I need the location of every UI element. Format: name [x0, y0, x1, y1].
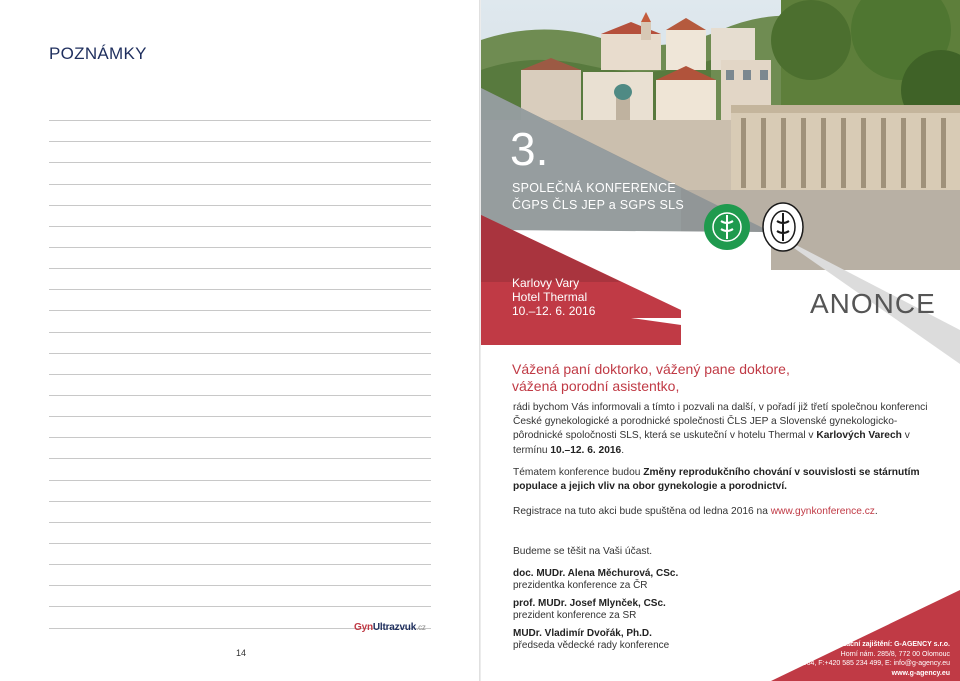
footer-line2: Horní nám. 285/8, 772 00 Olomouc — [840, 650, 950, 658]
footer-line1: Organizační zajištění: G-AGENCY s.r.o. — [820, 641, 950, 648]
page-title: POZNÁMKY — [49, 44, 147, 63]
signature-3-name: MUDr. Vladimír Dvořák, Ph.D. — [513, 628, 652, 639]
registration-paragraph — [513, 505, 933, 519]
conference-title-line2: ČGPS ČLS JEP a SGPS SLS — [512, 198, 685, 212]
conference-number: 3. — [510, 123, 549, 175]
page-number: 14 — [236, 648, 247, 658]
announcement-page — [481, 0, 960, 681]
signature-1-name: doc. MUDr. Alena Měchurová, CSc. — [513, 568, 679, 579]
cgps-seal-icon — [703, 203, 751, 251]
venue-city: Karlovy Vary — [512, 276, 580, 290]
invitation-mid: v termínu — [513, 430, 910, 456]
signature-1-role: prezidentka konference za ČR — [513, 580, 648, 591]
invitation-end: . — [621, 444, 625, 456]
registration-link[interactable]: www.gynkonference.cz — [770, 506, 875, 517]
invitation-dates: 10.–12. 6. 2016 — [550, 444, 622, 456]
topic-paragraph — [513, 466, 933, 494]
invitation-text: rádi bychom Vás informovali a tímto i pozvali na další, v pořadí již třetí společnou konferenci České gynekologické a porodnické společnosti ČLS JEP a Slovenské gynekologicko-pôrodnické spoločnosti SLS, která se uskuteční v hotelu Thermal v — [513, 402, 928, 442]
greeting-line2: vážená porodní asistentko, — [512, 378, 680, 394]
signature-2 — [513, 598, 666, 622]
invitation-city: Karlových Varech — [816, 430, 902, 442]
anonce-banner: ANONCE — [810, 288, 936, 319]
venue-hotel: Hotel Thermal — [512, 290, 588, 304]
footer-line4[interactable]: www.g-agency.eu — [891, 669, 950, 677]
venue-dates: 10.–12. 6. 2016 — [512, 304, 596, 318]
notes-page — [0, 0, 479, 681]
signature-3 — [513, 628, 669, 652]
logo-part3: .cz — [416, 623, 426, 632]
registration-end: . — [874, 506, 878, 517]
signature-1 — [513, 568, 678, 592]
conference-title-line1: SPOLEČNÁ KONFERENCE — [512, 181, 677, 195]
greeting — [512, 361, 790, 395]
closing-text: Budeme se těšit na Vaši účast. — [513, 546, 653, 557]
footer-line3: T: +420 724 277 964, F:+420 585 234 499, E: info@g-agency.eu — [750, 660, 950, 667]
greeting-line1: Vážená paní doktorko, vážený pane doktore, — [512, 361, 790, 377]
signature-3-role: předseda vědecké rady konference — [513, 640, 670, 651]
logo-part1: Gyn — [354, 622, 373, 633]
organizer-footer — [750, 640, 950, 678]
logo-part2: Ultrazvuk — [372, 622, 417, 633]
signature-2-role: prezident konference za SR — [513, 610, 637, 621]
conference-title — [512, 180, 684, 214]
gynultrazvuk-logo — [354, 622, 426, 633]
topic-text: Tématem konference budou — [513, 467, 644, 478]
sgps-seal-icon — [761, 201, 805, 253]
conference-venue — [512, 276, 595, 318]
signature-2-name: prof. MUDr. Josef Mlynček, CSc. — [513, 598, 666, 609]
topic-bold: Změny reprodukčního chování v souvislosti se stárnutím populace a jejich vliv na obor gynekologie a porodnictví. — [513, 467, 920, 493]
registration-text: Registrace na tuto akci bude spuštěna od ledna 2016 na — [513, 506, 771, 517]
invitation-paragraph — [513, 401, 933, 458]
ruled-lines — [49, 100, 431, 629]
